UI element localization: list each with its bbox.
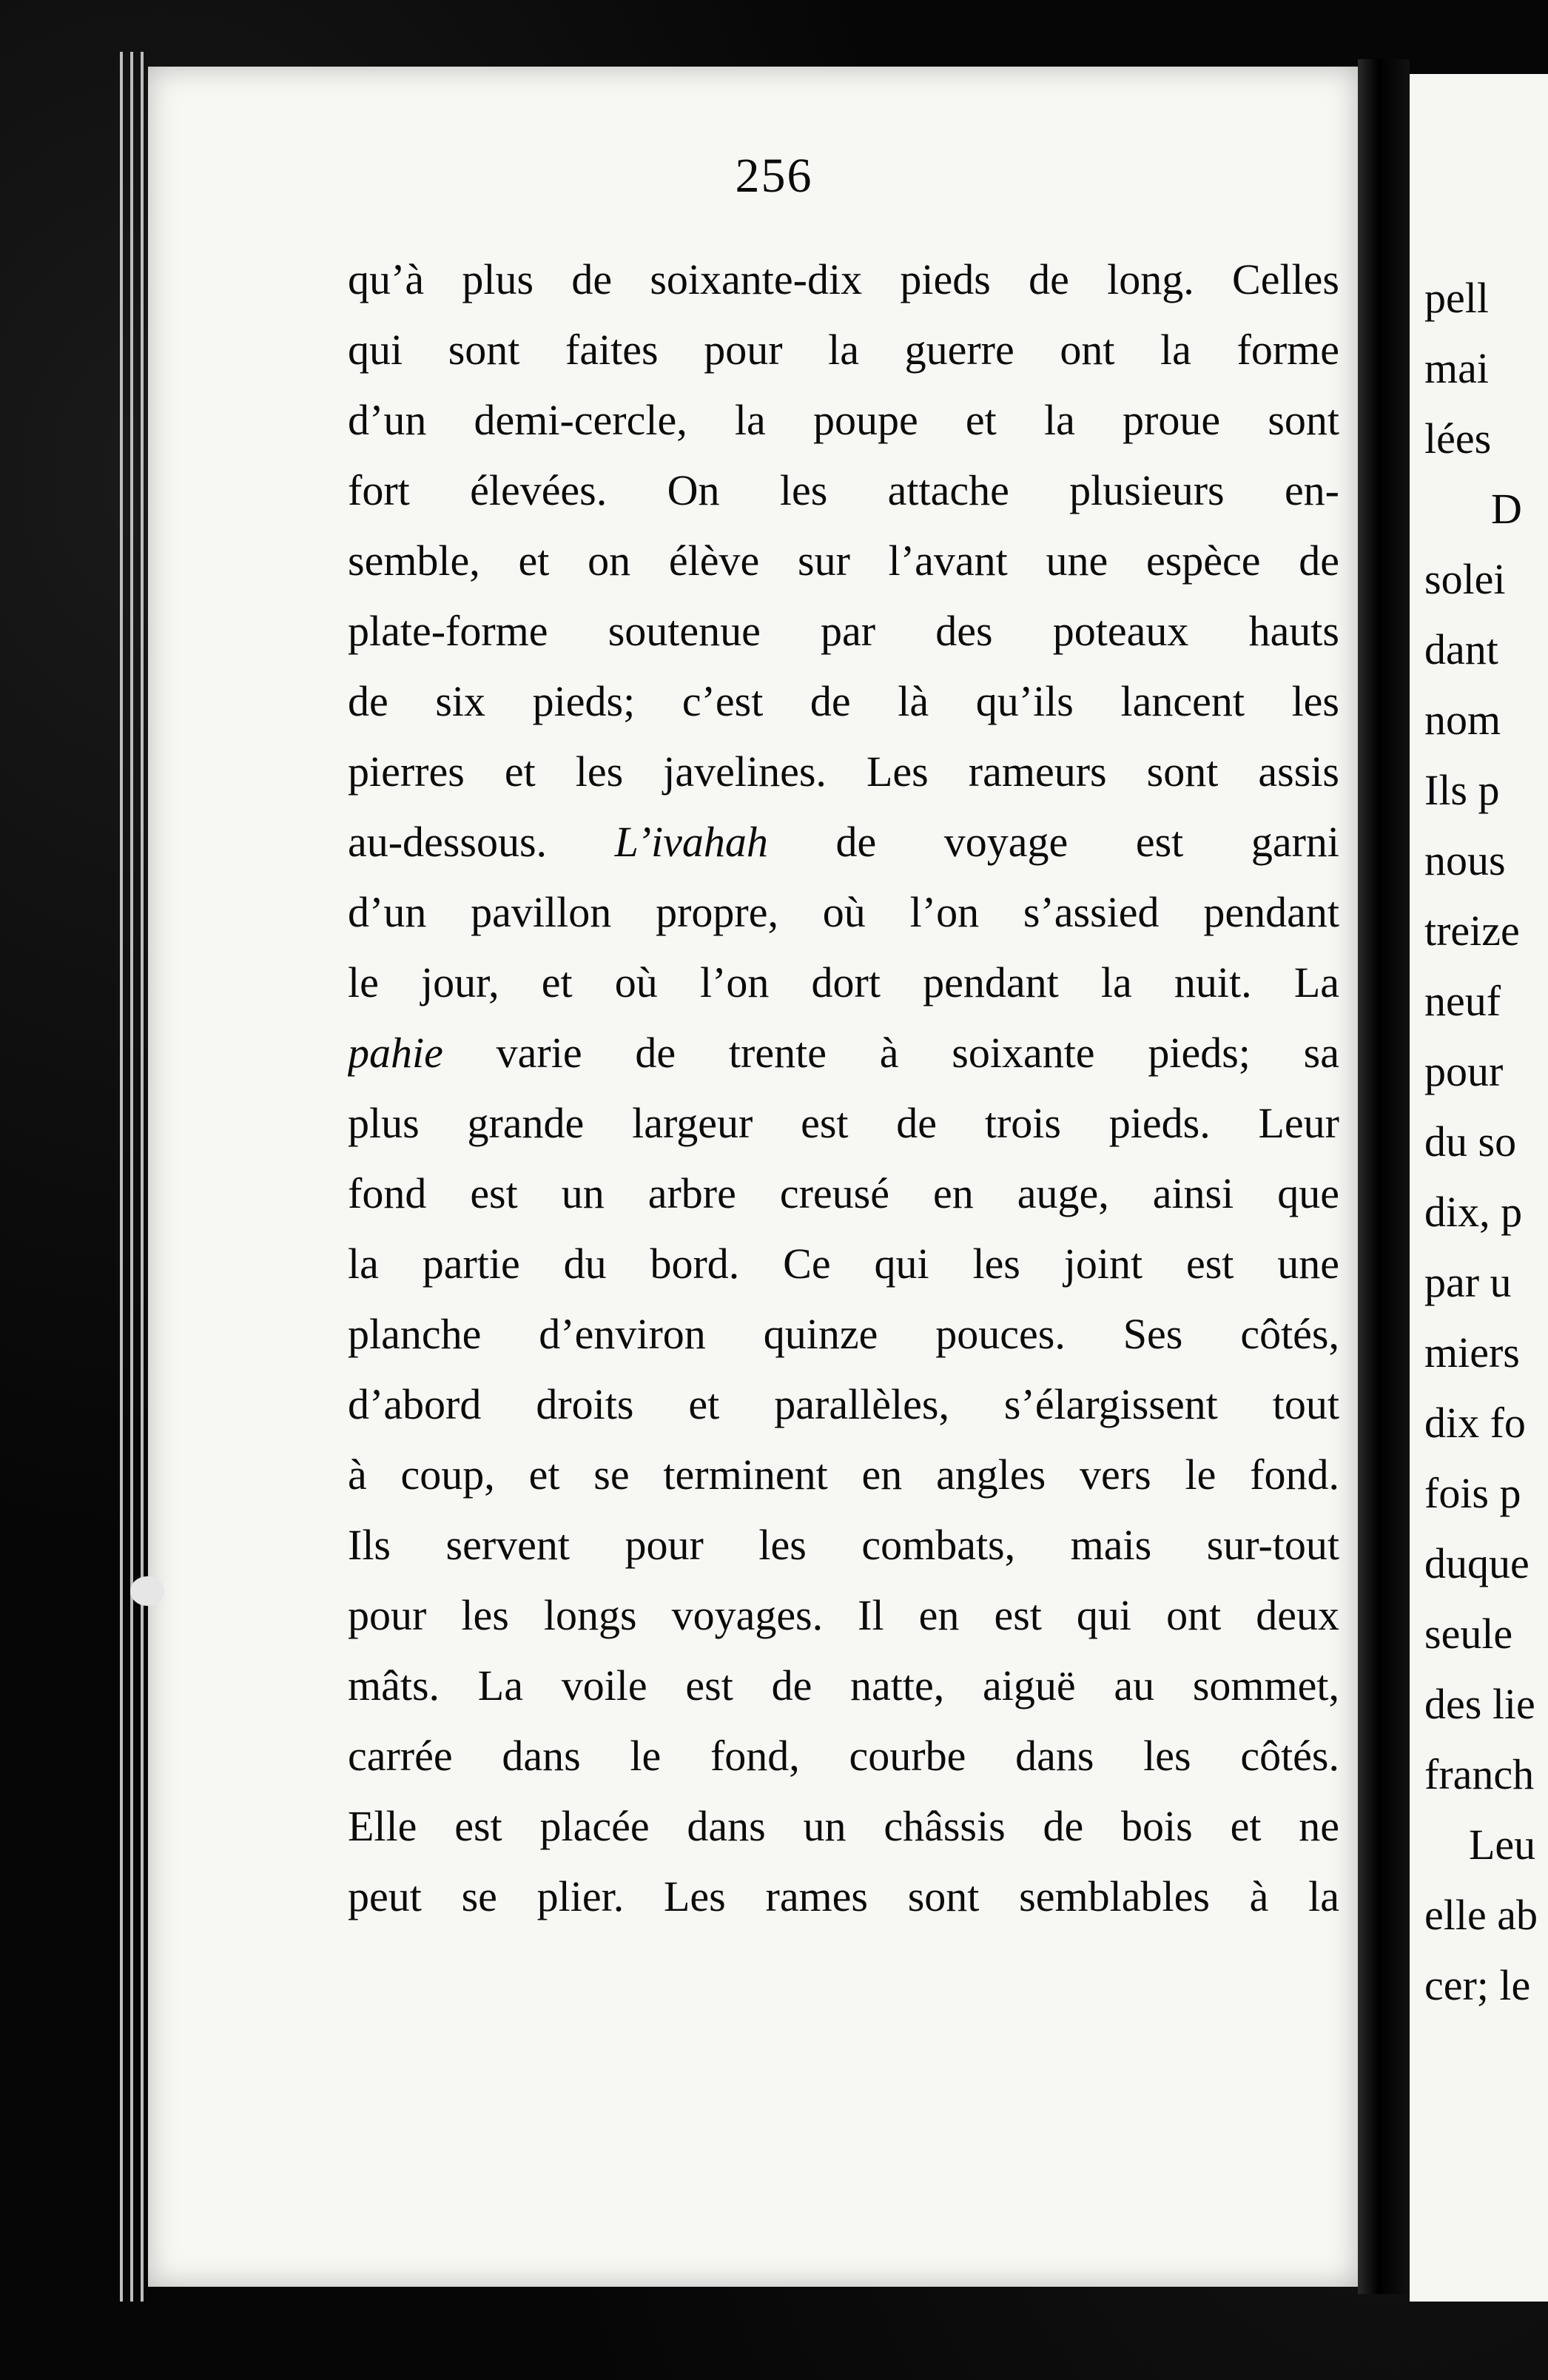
- text-line: plus grande largeur est de trois pieds. Leur: [348, 1099, 1339, 1147]
- text-line: d’abord droits et parallèles, s’élargissent tout: [348, 1380, 1339, 1428]
- text-line: mai: [1424, 344, 1489, 392]
- text-line: d’un demi-cercle, la poupe et la proue sont: [348, 396, 1339, 444]
- text-line: Leu: [1469, 1821, 1536, 1869]
- text-line: pour les longs voyages. Il en est qui ont deux: [348, 1591, 1339, 1639]
- text-line: miers: [1424, 1328, 1520, 1376]
- book-gutter: [1358, 59, 1410, 2294]
- text-line: mâts. La voile est de natte, aiguë au sommet,: [348, 1661, 1339, 1710]
- left-page-text: [348, 244, 1339, 1932]
- text-line: du so: [1424, 1117, 1517, 1166]
- page-edge: [130, 52, 133, 2302]
- text-line: fois p: [1424, 1469, 1521, 1517]
- text-line: à coup, et se terminent en angles vers le fond.: [348, 1450, 1339, 1499]
- right-page-clip: [1410, 0, 1548, 2380]
- page-edge: [120, 52, 123, 2302]
- text-line: qui sont faites pour la guerre ont la forme: [348, 326, 1339, 374]
- text-line: dix, p: [1424, 1188, 1523, 1236]
- text-line: nous: [1424, 836, 1506, 884]
- text-line: neuf: [1424, 977, 1501, 1025]
- text-line: duque: [1424, 1539, 1530, 1587]
- text-line: plate-forme soutenue par des poteaux hauts: [348, 607, 1339, 655]
- text-fragment: de voyage est garni: [835, 818, 1339, 866]
- page-number: 256: [735, 149, 813, 203]
- text-line: le jour, et où l’on dort pendant la nuit. La: [348, 958, 1339, 1006]
- italic-term: pahie: [348, 1029, 443, 1077]
- right-page-text: [1424, 263, 1548, 2020]
- text-line: planche d’environ quinze pouces. Ses côtés,: [348, 1310, 1339, 1358]
- text-line: lées: [1424, 414, 1492, 463]
- text-line: seule: [1424, 1610, 1513, 1658]
- text-line: nom: [1424, 696, 1501, 744]
- text-line: par u: [1424, 1258, 1512, 1306]
- text-line: elle ab: [1424, 1891, 1538, 1939]
- text-line: la partie du bord. Ce qui les joint est une: [348, 1240, 1339, 1288]
- text-line: Ils servent pour les combats, mais sur-tout: [348, 1521, 1339, 1569]
- text-line: qu’à plus de soixante-dix pieds de long. Celles: [348, 255, 1339, 303]
- text-line: [348, 1018, 1339, 1088]
- text-line: d’un pavillon propre, où l’on s’assied pendant: [348, 888, 1339, 936]
- text-fragment: au-dessous.: [348, 818, 548, 866]
- text-line: pour: [1424, 1047, 1504, 1095]
- text-line: semble, et on élève sur l’avant une espèce de: [348, 537, 1339, 585]
- text-line: des lie: [1424, 1680, 1535, 1728]
- text-line: D: [1491, 485, 1522, 533]
- text-line: de six pieds; c’est de là qu’ils lancent les: [348, 677, 1339, 725]
- text-line: franch: [1424, 1750, 1535, 1798]
- text-fragment: varie de trente à soixante pieds; sa: [496, 1029, 1339, 1077]
- text-line: Ils p: [1424, 766, 1500, 814]
- text-line: treize: [1424, 907, 1520, 955]
- text-line: cer; le: [1424, 1961, 1531, 2009]
- text-line: fond est un arbre creusé en auge, ainsi que: [348, 1169, 1339, 1217]
- scan-speck: [130, 1576, 164, 1606]
- text-line: pierres et les javelines. Les rameurs sont assis: [348, 747, 1339, 796]
- page-edge: [141, 52, 144, 2302]
- text-line: dant: [1424, 625, 1498, 673]
- text-line: pell: [1424, 274, 1489, 322]
- text-line: carrée dans le fond, courbe dans les côtés.: [348, 1732, 1339, 1780]
- text-line: dix fo: [1424, 1399, 1526, 1447]
- text-line: fort élevées. On les attache plusieurs en-: [348, 466, 1339, 514]
- text-line: peut se plier. Les rames sont semblables à la: [348, 1872, 1339, 1920]
- italic-term: L’ivahah: [614, 818, 768, 866]
- text-line: [348, 807, 1339, 877]
- text-line: solei: [1424, 555, 1506, 603]
- text-line: Elle est placée dans un châssis de bois et ne: [348, 1802, 1339, 1850]
